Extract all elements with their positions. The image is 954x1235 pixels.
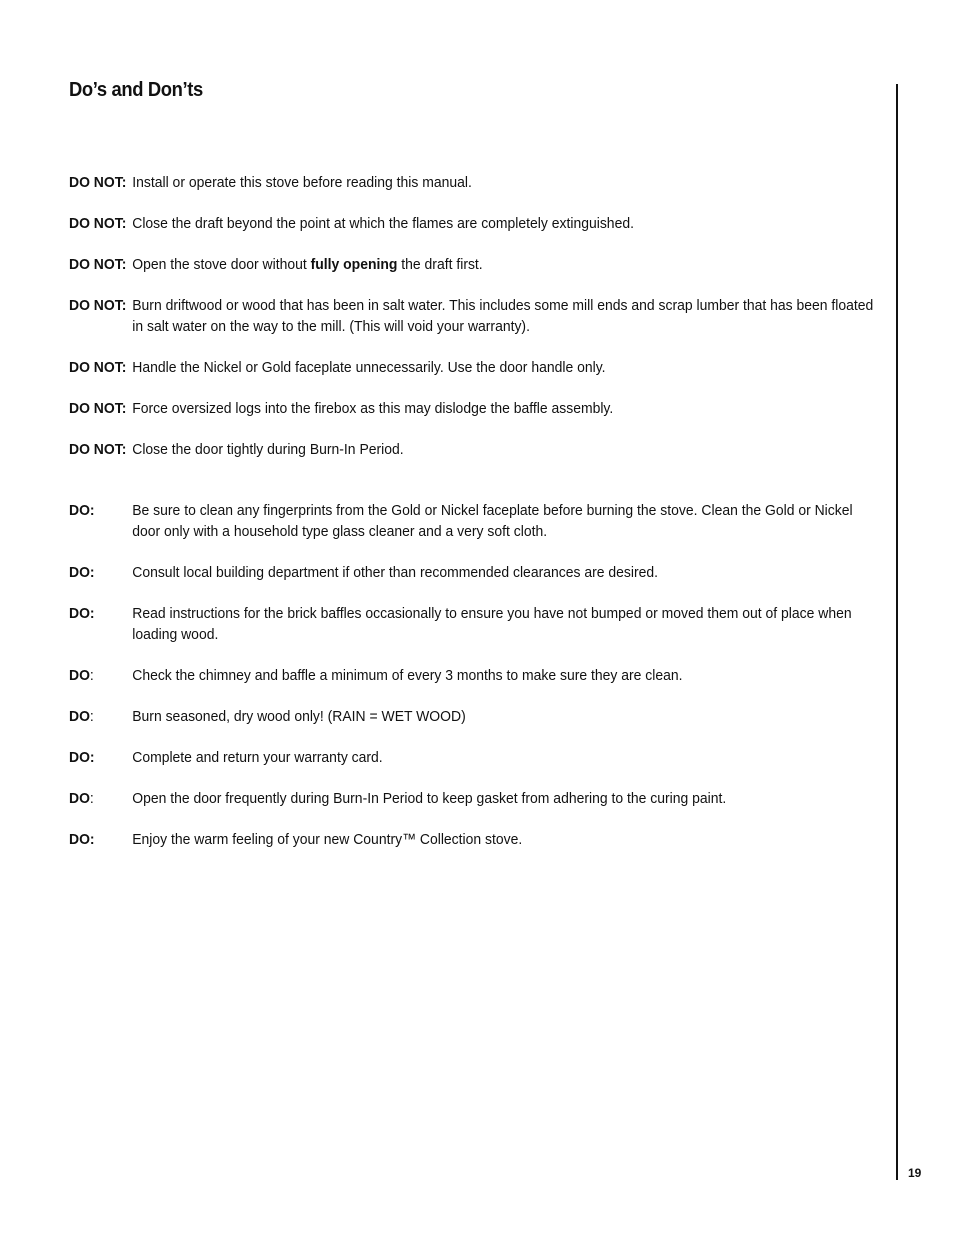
dont-text-emphasis: fully opening (310, 256, 398, 273)
do-item (69, 788, 884, 809)
dont-item (69, 357, 884, 378)
dont-item (69, 439, 884, 460)
do-item (69, 603, 884, 645)
do-label-bold: DO (69, 708, 90, 725)
do-text: Enjoy the warm feeling of your new Country™ Collection stove. (132, 831, 523, 848)
dont-item (69, 213, 884, 234)
dont-text: Burn driftwood or wood that has been in salt water. This includes some mill ends and scrap lumber that has been floated in salt water on the way to the mill. (This will void your warranty). (132, 297, 874, 335)
donts-list (69, 172, 884, 480)
do-text: Burn seasoned, dry wood only! (RAIN = WET WOOD) (132, 708, 466, 725)
dont-text: Install or operate this stove before reading this manual. (132, 174, 472, 191)
do-label: DO: (69, 831, 95, 848)
vertical-rule (896, 84, 898, 1180)
do-label-colon: : (89, 790, 94, 807)
do-text: Consult local building department if other than recommended clearances are desired. (132, 564, 658, 581)
do-item (69, 706, 884, 727)
do-item (69, 562, 884, 583)
dont-text: Force oversized logs into the firebox as this may dislodge the baffle assembly. (132, 400, 614, 417)
dont-item (69, 295, 884, 337)
dont-label: DO NOT: (69, 174, 127, 191)
dont-text-after: the draft first. (397, 256, 483, 273)
dont-text-before: Open the stove door without (132, 256, 311, 273)
dos-list (69, 500, 884, 870)
do-label-colon: : (89, 667, 94, 684)
dont-text: Close the draft beyond the point at which the flames are completely extinguished. (132, 215, 634, 232)
do-label: DO: (69, 605, 95, 622)
dont-label: DO NOT: (69, 256, 127, 273)
do-label-bold: DO (69, 790, 90, 807)
do-label (69, 706, 132, 727)
do-item (69, 665, 884, 686)
dont-text: Close the door tightly during Burn-In Period. (132, 441, 404, 458)
do-label: DO: (69, 749, 95, 766)
dont-item (69, 172, 884, 193)
do-item (69, 829, 884, 850)
dont-item (69, 254, 884, 275)
do-label: DO: (69, 564, 95, 581)
do-item (69, 500, 884, 542)
page-title: Do’s and Don’ts (69, 79, 203, 101)
do-text: Complete and return your warranty card. (132, 749, 383, 766)
do-text: Read instructions for the brick baffles occasionally to ensure you have not bumped or moved them out of place when loading wood. (132, 605, 852, 643)
do-label (69, 788, 132, 809)
dont-text (132, 254, 883, 275)
do-label (69, 665, 132, 686)
dont-item (69, 398, 884, 419)
dont-label: DO NOT: (69, 215, 127, 232)
do-item (69, 747, 884, 768)
do-label: DO: (69, 502, 95, 519)
dont-label: DO NOT: (69, 359, 127, 376)
do-text: Be sure to clean any fingerprints from the Gold or Nickel faceplate before burning the stove. Clean the Gold or Nickel door only with a household type glass cleaner and a very soft cloth. (132, 502, 853, 540)
do-label-colon: : (89, 708, 94, 725)
dont-text: Handle the Nickel or Gold faceplate unnecessarily. Use the door handle only. (132, 359, 606, 376)
do-text: Check the chimney and baffle a minimum of every 3 months to make sure they are clean. (132, 667, 683, 684)
dont-label: DO NOT: (69, 400, 127, 417)
dont-label: DO NOT: (69, 297, 127, 314)
do-label-bold: DO (69, 667, 90, 684)
page-number: 19 (908, 1166, 922, 1180)
do-text: Open the door frequently during Burn-In Period to keep gasket from adhering to the curing paint. (132, 790, 727, 807)
dont-label: DO NOT: (69, 441, 127, 458)
